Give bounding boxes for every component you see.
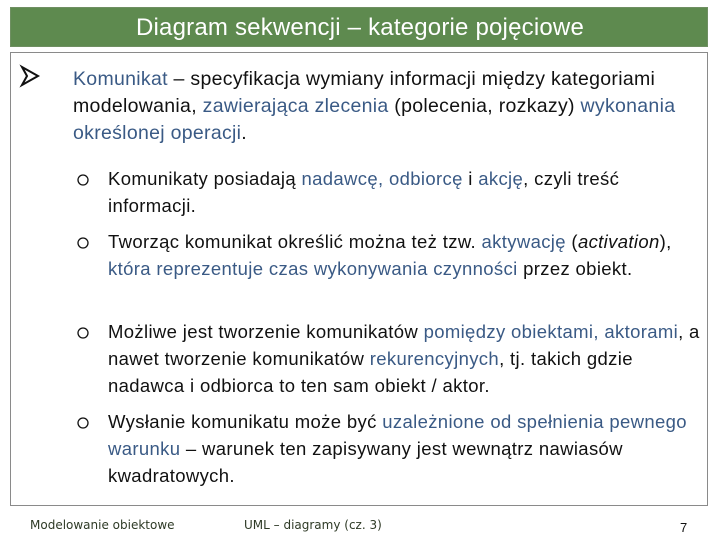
main-bullet-text bbox=[73, 66, 693, 147]
sub-point-3 bbox=[108, 318, 708, 399]
title-bar bbox=[10, 7, 708, 47]
sub1-accent-2: akcję bbox=[478, 168, 524, 189]
sub1-accent-1: nadawcę, odbiorcę bbox=[301, 168, 463, 189]
sub2-accent-2: która reprezentuje czas wykonywania czynności bbox=[108, 258, 518, 279]
main-text-part3: . bbox=[241, 122, 248, 144]
sub4-text-1: Wysłanie komunikatu może być bbox=[108, 411, 383, 432]
sub2-accent-1: aktywację bbox=[481, 231, 566, 252]
main-accent-2: wykonania określonej operacji bbox=[73, 95, 676, 144]
circle-bullet-icon bbox=[76, 236, 90, 250]
sub1-text-2: i bbox=[462, 168, 479, 189]
sub4-accent-1: uzależnione od spełnienia pewnego warunku bbox=[108, 411, 687, 459]
term-komunikat: Komunikat bbox=[73, 68, 168, 90]
slide-title: Diagram sekwencji – kategorie pojęciowe bbox=[135, 14, 584, 41]
footer-lecture-name: UML – diagramy (cz. 3) bbox=[244, 518, 382, 532]
sub2-text-3: ), bbox=[659, 231, 672, 252]
sub-point-1 bbox=[108, 165, 708, 219]
circle-bullet-icon bbox=[76, 173, 90, 187]
main-text-part2: (polecenia, rozkazy) bbox=[388, 95, 581, 117]
sub1-text-3: , czyli treść informacji. bbox=[108, 168, 620, 216]
sub3-text-2: , a nawet tworzenie komunikatów bbox=[108, 321, 700, 369]
page-number: 7 bbox=[680, 520, 688, 535]
circle-bullet-icon bbox=[76, 416, 90, 430]
sub1-text-1: Komunikaty posiadają bbox=[108, 168, 302, 189]
sub3-text-1: Możliwe jest tworzenie komunikatów bbox=[108, 321, 424, 342]
footer-course-name: Modelowanie obiektowe bbox=[30, 518, 175, 532]
sub3-text-3: , tj. takich gdzie nadawca i odbiorca to ten sam obiekt / aktor. bbox=[108, 348, 633, 396]
circle-bullet-icon bbox=[76, 326, 90, 340]
sub-point-2 bbox=[108, 228, 708, 282]
sub2-text-1: Tworząc komunikat określić można też tzw. bbox=[108, 231, 482, 252]
sub2-text-2: ( bbox=[565, 231, 578, 252]
main-accent-1: zawierająca zlecenia bbox=[202, 95, 389, 117]
main-text-part1: – specyfikacja wymiany informacji między kategoriami modelowania, bbox=[73, 68, 656, 117]
sub3-accent-1: pomiędzy obiektami, aktorami bbox=[423, 321, 679, 342]
sub3-accent-2: rekurencyjnych bbox=[369, 348, 500, 369]
sub4-text-2: – warunek ten zapisywany jest wewnątrz nawiasów kwadratowych. bbox=[108, 438, 623, 486]
sub2-italic: activation bbox=[577, 231, 660, 252]
arrow-bullet-icon bbox=[18, 64, 42, 88]
sub2-text-4: przez obiekt. bbox=[517, 258, 633, 279]
sub-point-4 bbox=[108, 408, 708, 489]
